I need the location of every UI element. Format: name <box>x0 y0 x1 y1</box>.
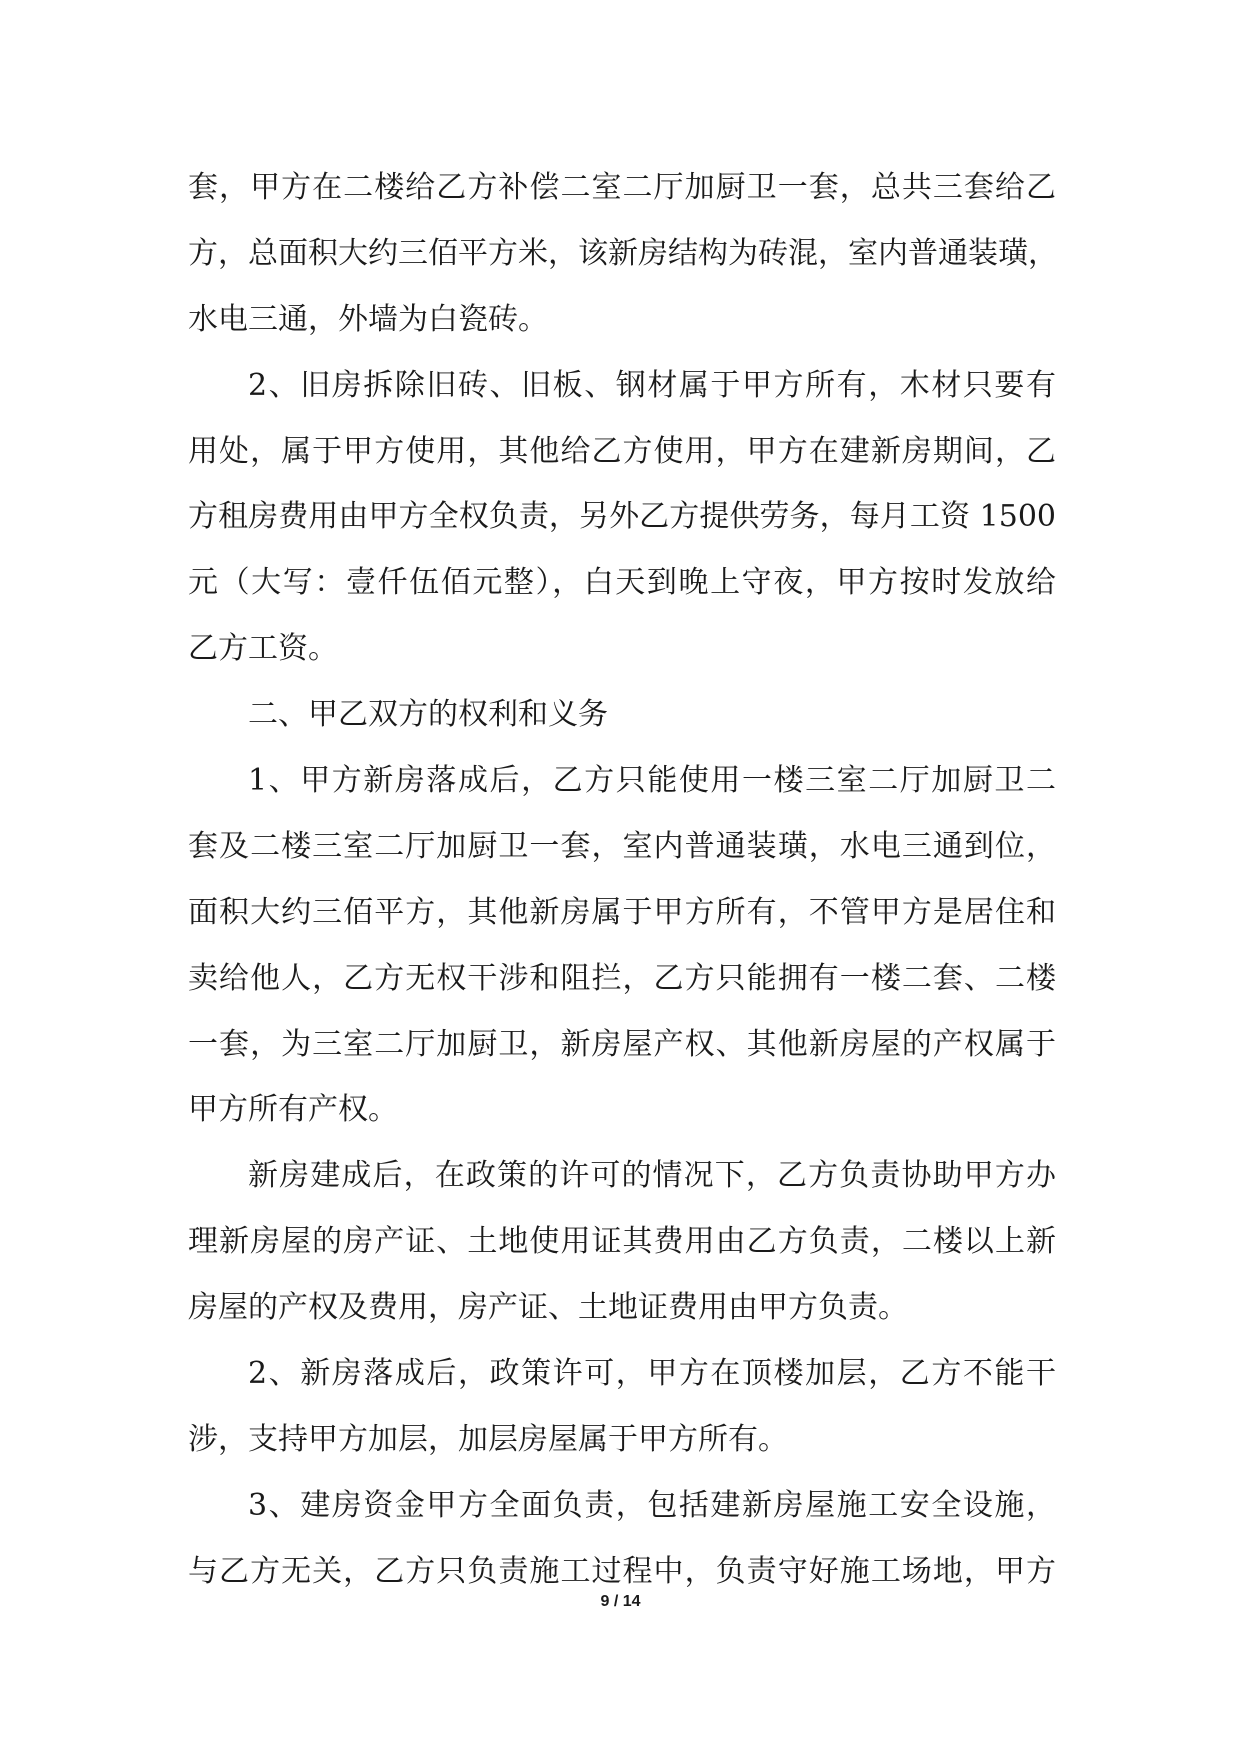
text-line: 卖给他人，乙方无权干涉和阻拦，乙方只能拥有一楼二套、二楼 <box>188 960 1056 996</box>
text-line: 元（大写：壹仟伍佰元整），白天到晚上守夜，甲方按时发放给 <box>188 565 1056 601</box>
document-body <box>188 155 1056 1605</box>
text-line: 用处，属于甲方使用，其他给乙方使用，甲方在建新房期间，乙 <box>188 433 1056 469</box>
text-line: 3、建房资金甲方全面负责，包括建新房屋施工安全设施， <box>248 1487 1056 1523</box>
section-heading: 二、甲乙双方的权利和义务 <box>248 697 608 733</box>
text-line: 2、旧房拆除旧砖、旧板、钢材属于甲方所有，木材只要有 <box>248 367 1056 403</box>
text-line: 理新房屋的房产证、土地使用证其费用由乙方负责，二楼以上新 <box>188 1224 1056 1260</box>
text-line: 与乙方无关，乙方只负责施工过程中，负责守好施工场地，甲方 <box>188 1553 1056 1589</box>
page-number: 9 / 14 <box>600 1593 641 1610</box>
text-line: 1、甲方新房落成后，乙方只能使用一楼三室二厅加厨卫二 <box>248 763 1056 799</box>
text-line: 2、新房落成后，政策许可，甲方在顶楼加层，乙方不能干 <box>248 1356 1056 1392</box>
text-line: 乙方工资。 <box>188 631 338 667</box>
text-line: 甲方所有产权。 <box>188 1092 398 1128</box>
text-line: 一套，为三室二厅加厨卫，新房屋产权、其他新房屋的产权属于 <box>188 1026 1056 1062</box>
text-line: 新房建成后，在政策的许可的情况下，乙方负责协助甲方办 <box>248 1158 1056 1194</box>
text-line: 房屋的产权及费用，房产证、土地证费用由甲方负责。 <box>188 1290 908 1326</box>
text-line: 套，甲方在二楼给乙方补偿二室二厅加厨卫一套，总共三套给乙 <box>188 170 1056 205</box>
text-line: 套及二楼三室二厅加厨卫一套，室内普通装璜，水电三通到位， <box>188 828 1056 864</box>
text-line: 方，总面积大约三佰平方米，该新房结构为砖混，室内普通装璜， <box>188 235 1058 271</box>
text-line: 面积大约三佰平方，其他新房属于甲方所有，不管甲方是居住和 <box>188 894 1056 930</box>
text-line: 方租房费用由甲方全权负责，另外乙方提供劳务，每月工资 1500 <box>188 499 1056 535</box>
text-line: 水电三通，外墙为白瓷砖。 <box>188 301 548 337</box>
text-line: 涉，支持甲方加层，加层房屋属于甲方所有。 <box>188 1421 788 1457</box>
